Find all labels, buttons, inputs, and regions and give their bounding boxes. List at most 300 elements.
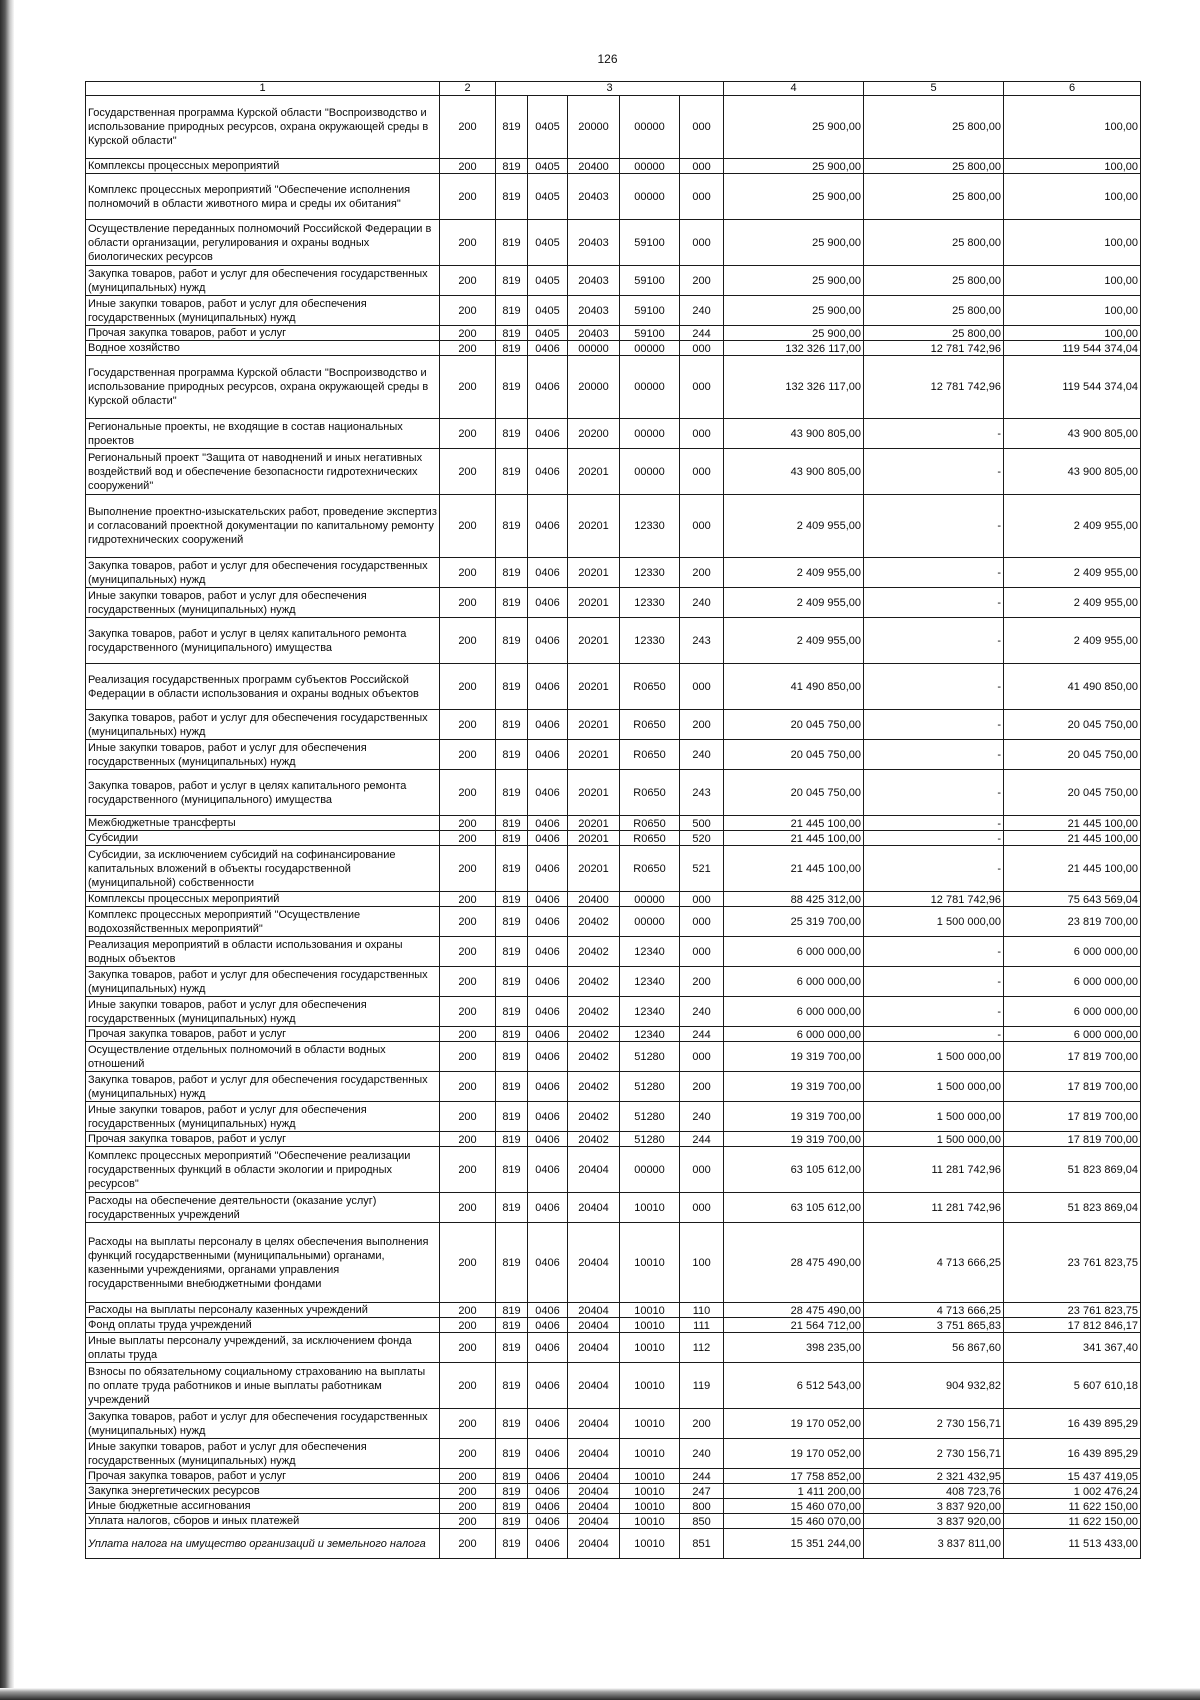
- code-cell: 200: [440, 159, 496, 174]
- code-cell: 0406: [528, 449, 568, 495]
- amount-cell: 63 105 612,00: [724, 1147, 864, 1193]
- row-name: Закупка энергетических ресурсов: [86, 1484, 440, 1499]
- amount-cell: 2 409 955,00: [1004, 558, 1141, 588]
- code-cell: 200: [440, 892, 496, 907]
- code-cell: 000: [680, 96, 724, 159]
- amount-cell: 6 000 000,00: [1004, 997, 1141, 1027]
- amount-cell: 6 000 000,00: [724, 997, 864, 1027]
- amount-cell: 17 819 700,00: [1004, 1072, 1141, 1102]
- code-cell: 20200: [568, 419, 620, 449]
- code-cell: 200: [440, 1499, 496, 1514]
- table-row: [86, 618, 1141, 664]
- table-row: [86, 1132, 1141, 1147]
- amount-cell: 100,00: [1004, 174, 1141, 220]
- code-cell: 0406: [528, 1469, 568, 1484]
- amount-cell: -: [864, 816, 1004, 831]
- row-name: Выполнение проектно-изыскательских работ, проведение экспертиз и согласований проектной документации по капитальному ремонту гидротехнических сооружений: [86, 495, 440, 558]
- amount-cell: -: [864, 846, 1004, 892]
- amount-cell: 17 819 700,00: [1004, 1042, 1141, 1072]
- code-cell: 200: [440, 1132, 496, 1147]
- column-header: 3: [496, 82, 724, 96]
- code-cell: 200: [440, 449, 496, 495]
- table-row: [86, 1529, 1141, 1559]
- amount-cell: 43 900 805,00: [1004, 419, 1141, 449]
- row-name: Реализация мероприятий в области использования и охраны водных объектов: [86, 937, 440, 967]
- code-cell: 20402: [568, 1072, 620, 1102]
- amount-cell: 2 409 955,00: [1004, 495, 1141, 558]
- amount-cell: 1 002 476,24: [1004, 1484, 1141, 1499]
- code-cell: 819: [496, 831, 528, 846]
- code-cell: 00000: [620, 1147, 680, 1193]
- table-row: [86, 96, 1141, 159]
- code-cell: 000: [680, 1147, 724, 1193]
- code-cell: 0406: [528, 1409, 568, 1439]
- table-row: [86, 419, 1141, 449]
- amount-cell: 2 409 955,00: [724, 558, 864, 588]
- code-cell: 0406: [528, 558, 568, 588]
- code-cell: 0406: [528, 1072, 568, 1102]
- code-cell: 000: [680, 419, 724, 449]
- amount-cell: 19 319 700,00: [724, 1042, 864, 1072]
- code-cell: 12330: [620, 588, 680, 618]
- code-cell: 819: [496, 1102, 528, 1132]
- amount-cell: 23 761 823,75: [1004, 1303, 1141, 1318]
- amount-cell: 100,00: [1004, 326, 1141, 341]
- amount-cell: 20 045 750,00: [724, 740, 864, 770]
- table-row: [86, 1223, 1141, 1303]
- code-cell: 20402: [568, 967, 620, 997]
- code-cell: 200: [440, 356, 496, 419]
- code-cell: 112: [680, 1333, 724, 1363]
- code-cell: 200: [440, 770, 496, 816]
- table-row: [86, 816, 1141, 831]
- code-cell: R0650: [620, 816, 680, 831]
- amount-cell: -: [864, 618, 1004, 664]
- amount-cell: 20 045 750,00: [724, 710, 864, 740]
- code-cell: 200: [440, 831, 496, 846]
- amount-cell: 1 500 000,00: [864, 1102, 1004, 1132]
- code-cell: 100: [680, 1223, 724, 1303]
- row-name: Расходы на выплаты персоналу казенных учреждений: [86, 1303, 440, 1318]
- column-header: 1: [86, 82, 440, 96]
- code-cell: 200: [680, 967, 724, 997]
- code-cell: 819: [496, 710, 528, 740]
- code-cell: 240: [680, 997, 724, 1027]
- table-row: [86, 1514, 1141, 1529]
- amount-cell: 19 170 052,00: [724, 1439, 864, 1469]
- code-cell: 521: [680, 846, 724, 892]
- table-row: [86, 1469, 1141, 1484]
- amount-cell: 2 321 432,95: [864, 1469, 1004, 1484]
- page-number: 126: [597, 52, 618, 66]
- table-row: [86, 558, 1141, 588]
- code-cell: 20404: [568, 1223, 620, 1303]
- code-cell: 10010: [620, 1193, 680, 1223]
- code-cell: 819: [496, 1499, 528, 1514]
- code-cell: 200: [440, 1333, 496, 1363]
- amount-cell: -: [864, 831, 1004, 846]
- row-name: Межбюджетные трансферты: [86, 816, 440, 831]
- table-row: [86, 1147, 1141, 1193]
- amount-cell: -: [864, 449, 1004, 495]
- code-cell: 10010: [620, 1514, 680, 1529]
- code-cell: R0650: [620, 710, 680, 740]
- code-cell: 200: [680, 710, 724, 740]
- code-cell: 0406: [528, 997, 568, 1027]
- table-row: [86, 664, 1141, 710]
- code-cell: 200: [440, 1529, 496, 1559]
- amount-cell: 25 900,00: [724, 159, 864, 174]
- code-cell: 00000: [620, 341, 680, 356]
- code-cell: 20402: [568, 1132, 620, 1147]
- table-row: [86, 1499, 1141, 1514]
- scan-edge-left: [0, 0, 14, 1700]
- table-row: [86, 967, 1141, 997]
- code-cell: 200: [440, 937, 496, 967]
- code-cell: 000: [680, 937, 724, 967]
- code-cell: R0650: [620, 831, 680, 846]
- code-cell: 00000: [620, 892, 680, 907]
- code-cell: 51280: [620, 1132, 680, 1147]
- code-cell: 0406: [528, 1484, 568, 1499]
- code-cell: 0406: [528, 937, 568, 967]
- amount-cell: 904 932,82: [864, 1363, 1004, 1409]
- amount-cell: 25 800,00: [864, 220, 1004, 266]
- code-cell: 200: [440, 266, 496, 296]
- row-name: Комплексы процессных мероприятий: [86, 892, 440, 907]
- amount-cell: 25 900,00: [724, 96, 864, 159]
- row-name: Взносы по обязательному социальному страхованию на выплаты по оплате труда работников и иные выплаты работникам учреждений: [86, 1363, 440, 1409]
- row-name: Иные закупки товаров, работ и услуг для обеспечения государственных (муниципальных) нужд: [86, 997, 440, 1027]
- code-cell: 000: [680, 220, 724, 266]
- table-row: [86, 220, 1141, 266]
- amount-cell: 15 460 070,00: [724, 1514, 864, 1529]
- code-cell: 819: [496, 174, 528, 220]
- code-cell: 51280: [620, 1042, 680, 1072]
- code-cell: 819: [496, 341, 528, 356]
- code-cell: R0650: [620, 770, 680, 816]
- amount-cell: 3 837 920,00: [864, 1499, 1004, 1514]
- table-row: [86, 1439, 1141, 1469]
- amount-cell: 11 513 433,00: [1004, 1529, 1141, 1559]
- amount-cell: 17 812 846,17: [1004, 1318, 1141, 1333]
- code-cell: 200: [440, 326, 496, 341]
- amount-cell: 17 819 700,00: [1004, 1102, 1141, 1132]
- code-cell: 20403: [568, 220, 620, 266]
- code-cell: 200: [440, 618, 496, 664]
- code-cell: 12330: [620, 495, 680, 558]
- amount-cell: 25 900,00: [724, 174, 864, 220]
- code-cell: 12340: [620, 967, 680, 997]
- code-cell: 244: [680, 1132, 724, 1147]
- code-cell: 0406: [528, 618, 568, 664]
- code-cell: 000: [680, 892, 724, 907]
- row-name: Закупка товаров, работ и услуг для обеспечения государственных (муниципальных) нужд: [86, 266, 440, 296]
- amount-cell: 100,00: [1004, 159, 1141, 174]
- budget-table: [85, 81, 1141, 1559]
- code-cell: 819: [496, 266, 528, 296]
- code-cell: 000: [680, 1042, 724, 1072]
- code-cell: 20403: [568, 326, 620, 341]
- code-cell: 12340: [620, 1027, 680, 1042]
- code-cell: 819: [496, 967, 528, 997]
- code-cell: 20402: [568, 937, 620, 967]
- table-row: [86, 937, 1141, 967]
- code-cell: 20404: [568, 1409, 620, 1439]
- amount-cell: -: [864, 740, 1004, 770]
- code-cell: 0405: [528, 326, 568, 341]
- code-cell: 819: [496, 558, 528, 588]
- amount-cell: 6 000 000,00: [1004, 967, 1141, 997]
- code-cell: 10010: [620, 1303, 680, 1318]
- row-name: Государственная программа Курской области "Воспроизводство и использование природных ресурсов, охрана окружающей среды в Курской области": [86, 96, 440, 159]
- amount-cell: 20 045 750,00: [724, 770, 864, 816]
- code-cell: 20404: [568, 1514, 620, 1529]
- code-cell: 200: [440, 846, 496, 892]
- row-name: Расходы на выплаты персоналу в целях обеспечения выполнения функций государственными (муниципальными) органами, казенными учреждениями, органами управления государственными внебюджетными фондами: [86, 1223, 440, 1303]
- table-row: [86, 831, 1141, 846]
- code-cell: 20404: [568, 1529, 620, 1559]
- code-cell: 819: [496, 1147, 528, 1193]
- code-cell: 0406: [528, 1439, 568, 1469]
- amount-cell: 5 607 610,18: [1004, 1363, 1141, 1409]
- code-cell: 819: [496, 892, 528, 907]
- code-cell: R0650: [620, 664, 680, 710]
- row-name: Региональные проекты, не входящие в состав национальных проектов: [86, 419, 440, 449]
- code-cell: 10010: [620, 1499, 680, 1514]
- row-name: Расходы на обеспечение деятельности (оказание услуг) государственных учреждений: [86, 1193, 440, 1223]
- code-cell: 819: [496, 816, 528, 831]
- code-cell: 0406: [528, 831, 568, 846]
- row-name: Прочая закупка товаров, работ и услуг: [86, 1027, 440, 1042]
- code-cell: 819: [496, 1072, 528, 1102]
- code-cell: 819: [496, 296, 528, 326]
- code-cell: 819: [496, 419, 528, 449]
- row-name: Прочая закупка товаров, работ и услуг: [86, 326, 440, 341]
- code-cell: 200: [680, 1072, 724, 1102]
- code-cell: 200: [440, 341, 496, 356]
- amount-cell: 3 751 865,83: [864, 1318, 1004, 1333]
- code-cell: R0650: [620, 846, 680, 892]
- amount-cell: 19 319 700,00: [724, 1132, 864, 1147]
- code-cell: 10010: [620, 1529, 680, 1559]
- code-cell: 819: [496, 1303, 528, 1318]
- amount-cell: 6 000 000,00: [724, 937, 864, 967]
- table-row: [86, 495, 1141, 558]
- code-cell: 20000: [568, 96, 620, 159]
- amount-cell: -: [864, 495, 1004, 558]
- code-cell: 10010: [620, 1484, 680, 1499]
- code-cell: 00000: [620, 174, 680, 220]
- table-row: [86, 1042, 1141, 1072]
- amount-cell: -: [864, 937, 1004, 967]
- code-cell: 819: [496, 1042, 528, 1072]
- table-row: [86, 892, 1141, 907]
- amount-cell: 43 900 805,00: [724, 419, 864, 449]
- code-cell: 200: [440, 1363, 496, 1409]
- code-cell: 59100: [620, 220, 680, 266]
- code-cell: 0406: [528, 1223, 568, 1303]
- amount-cell: 11 622 150,00: [1004, 1499, 1141, 1514]
- code-cell: 240: [680, 740, 724, 770]
- code-cell: 0406: [528, 1042, 568, 1072]
- amount-cell: 4 713 666,25: [864, 1223, 1004, 1303]
- code-cell: 20201: [568, 588, 620, 618]
- amount-cell: 28 475 490,00: [724, 1223, 864, 1303]
- code-cell: 0406: [528, 1318, 568, 1333]
- code-cell: 0405: [528, 266, 568, 296]
- row-name: Уплата налога на имущество организаций и земельного налога: [86, 1529, 440, 1559]
- table-row: [86, 1072, 1141, 1102]
- amount-cell: 100,00: [1004, 220, 1141, 266]
- code-cell: 20201: [568, 495, 620, 558]
- code-cell: 0406: [528, 907, 568, 937]
- amount-cell: 19 319 700,00: [724, 1072, 864, 1102]
- row-name: Иные закупки товаров, работ и услуг для обеспечения государственных (муниципальных) нужд: [86, 1439, 440, 1469]
- code-cell: 819: [496, 997, 528, 1027]
- table-row: [86, 1193, 1141, 1223]
- code-cell: 819: [496, 907, 528, 937]
- amount-cell: -: [864, 664, 1004, 710]
- code-cell: 00000: [620, 419, 680, 449]
- code-cell: 0406: [528, 1363, 568, 1409]
- code-cell: 10010: [620, 1333, 680, 1363]
- code-cell: 0406: [528, 1027, 568, 1042]
- code-cell: 0405: [528, 159, 568, 174]
- code-cell: 200: [440, 495, 496, 558]
- table-row: [86, 1409, 1141, 1439]
- row-name: Комплекс процессных мероприятий "Обеспечение реализации государственных функций в области экологии и природных ресурсов": [86, 1147, 440, 1193]
- code-cell: 819: [496, 1529, 528, 1559]
- amount-cell: 6 000 000,00: [1004, 1027, 1141, 1042]
- amount-cell: 100,00: [1004, 96, 1141, 159]
- code-cell: 0406: [528, 846, 568, 892]
- code-cell: 0406: [528, 1102, 568, 1132]
- code-cell: 20403: [568, 266, 620, 296]
- code-cell: 20402: [568, 1102, 620, 1132]
- amount-cell: 75 643 569,04: [1004, 892, 1141, 907]
- code-cell: 240: [680, 296, 724, 326]
- amount-cell: 2 409 955,00: [724, 618, 864, 664]
- code-cell: 20400: [568, 892, 620, 907]
- amount-cell: 4 713 666,25: [864, 1303, 1004, 1318]
- code-cell: 000: [680, 495, 724, 558]
- code-cell: 20402: [568, 997, 620, 1027]
- amount-cell: 25 800,00: [864, 174, 1004, 220]
- amount-cell: 56 867,60: [864, 1333, 1004, 1363]
- code-cell: 20402: [568, 907, 620, 937]
- code-cell: 20201: [568, 710, 620, 740]
- code-cell: 200: [680, 558, 724, 588]
- amount-cell: 2 730 156,71: [864, 1439, 1004, 1469]
- amount-cell: 100,00: [1004, 266, 1141, 296]
- code-cell: 10010: [620, 1318, 680, 1333]
- code-cell: 819: [496, 1318, 528, 1333]
- code-cell: 200: [440, 96, 496, 159]
- code-cell: 819: [496, 846, 528, 892]
- code-cell: 819: [496, 326, 528, 341]
- table-row: [86, 907, 1141, 937]
- code-cell: 000: [680, 174, 724, 220]
- amount-cell: 25 900,00: [724, 220, 864, 266]
- amount-cell: 25 319 700,00: [724, 907, 864, 937]
- code-cell: 819: [496, 1223, 528, 1303]
- code-cell: 819: [496, 495, 528, 558]
- row-name: Водное хозяйство: [86, 341, 440, 356]
- code-cell: 111: [680, 1318, 724, 1333]
- code-cell: 244: [680, 1469, 724, 1484]
- code-cell: 20404: [568, 1193, 620, 1223]
- code-cell: 200: [440, 1469, 496, 1484]
- code-cell: 0406: [528, 356, 568, 419]
- amount-cell: 20 045 750,00: [1004, 740, 1141, 770]
- code-cell: 20201: [568, 740, 620, 770]
- code-cell: 200: [440, 1318, 496, 1333]
- amount-cell: 43 900 805,00: [1004, 449, 1141, 495]
- code-cell: R0650: [620, 740, 680, 770]
- code-cell: 20402: [568, 1027, 620, 1042]
- row-name: Региональный проект "Защита от наводнений и иных негативных воздействий вод и обеспечение безопасности гидротехнических сооружений": [86, 449, 440, 495]
- amount-cell: 2 409 955,00: [724, 495, 864, 558]
- code-cell: 20201: [568, 449, 620, 495]
- code-cell: 20404: [568, 1363, 620, 1409]
- code-cell: 243: [680, 618, 724, 664]
- amount-cell: 25 800,00: [864, 266, 1004, 296]
- amount-cell: 1 500 000,00: [864, 1132, 1004, 1147]
- code-cell: 200: [440, 967, 496, 997]
- column-header: 6: [1004, 82, 1141, 96]
- code-cell: 20404: [568, 1484, 620, 1499]
- code-cell: 51280: [620, 1102, 680, 1132]
- table-row: [86, 846, 1141, 892]
- table-row: [86, 1027, 1141, 1042]
- code-cell: 244: [680, 1027, 724, 1042]
- code-cell: 110: [680, 1303, 724, 1318]
- amount-cell: 341 367,40: [1004, 1333, 1141, 1363]
- code-cell: 00000: [620, 159, 680, 174]
- row-name: Комплекс процессных мероприятий "Осуществление водохозяйственных мероприятий": [86, 907, 440, 937]
- code-cell: 0406: [528, 770, 568, 816]
- code-cell: 20404: [568, 1469, 620, 1484]
- code-cell: 12340: [620, 997, 680, 1027]
- row-name: Фонд оплаты труда учреждений: [86, 1318, 440, 1333]
- table-row: [86, 710, 1141, 740]
- code-cell: 20404: [568, 1333, 620, 1363]
- amount-cell: 100,00: [1004, 296, 1141, 326]
- code-cell: 0406: [528, 588, 568, 618]
- amount-cell: 15 351 244,00: [724, 1529, 864, 1559]
- amount-cell: 51 823 869,04: [1004, 1193, 1141, 1223]
- code-cell: 10010: [620, 1409, 680, 1439]
- amount-cell: 63 105 612,00: [724, 1193, 864, 1223]
- amount-cell: 2 409 955,00: [724, 588, 864, 618]
- code-cell: 000: [680, 664, 724, 710]
- amount-cell: 6 000 000,00: [1004, 937, 1141, 967]
- amount-cell: 25 900,00: [724, 326, 864, 341]
- table-row: [86, 449, 1141, 495]
- code-cell: 0406: [528, 1147, 568, 1193]
- code-cell: 819: [496, 356, 528, 419]
- code-cell: 0406: [528, 1303, 568, 1318]
- row-name: Государственная программа Курской области "Воспроизводство и использование природных ресурсов, охрана окружающей среды в Курской области": [86, 356, 440, 419]
- code-cell: 000: [680, 1193, 724, 1223]
- amount-cell: 51 823 869,04: [1004, 1147, 1141, 1193]
- table-row: [86, 1363, 1141, 1409]
- amount-cell: 25 800,00: [864, 326, 1004, 341]
- amount-cell: 21 564 712,00: [724, 1318, 864, 1333]
- amount-cell: 15 460 070,00: [724, 1499, 864, 1514]
- code-cell: 819: [496, 1333, 528, 1363]
